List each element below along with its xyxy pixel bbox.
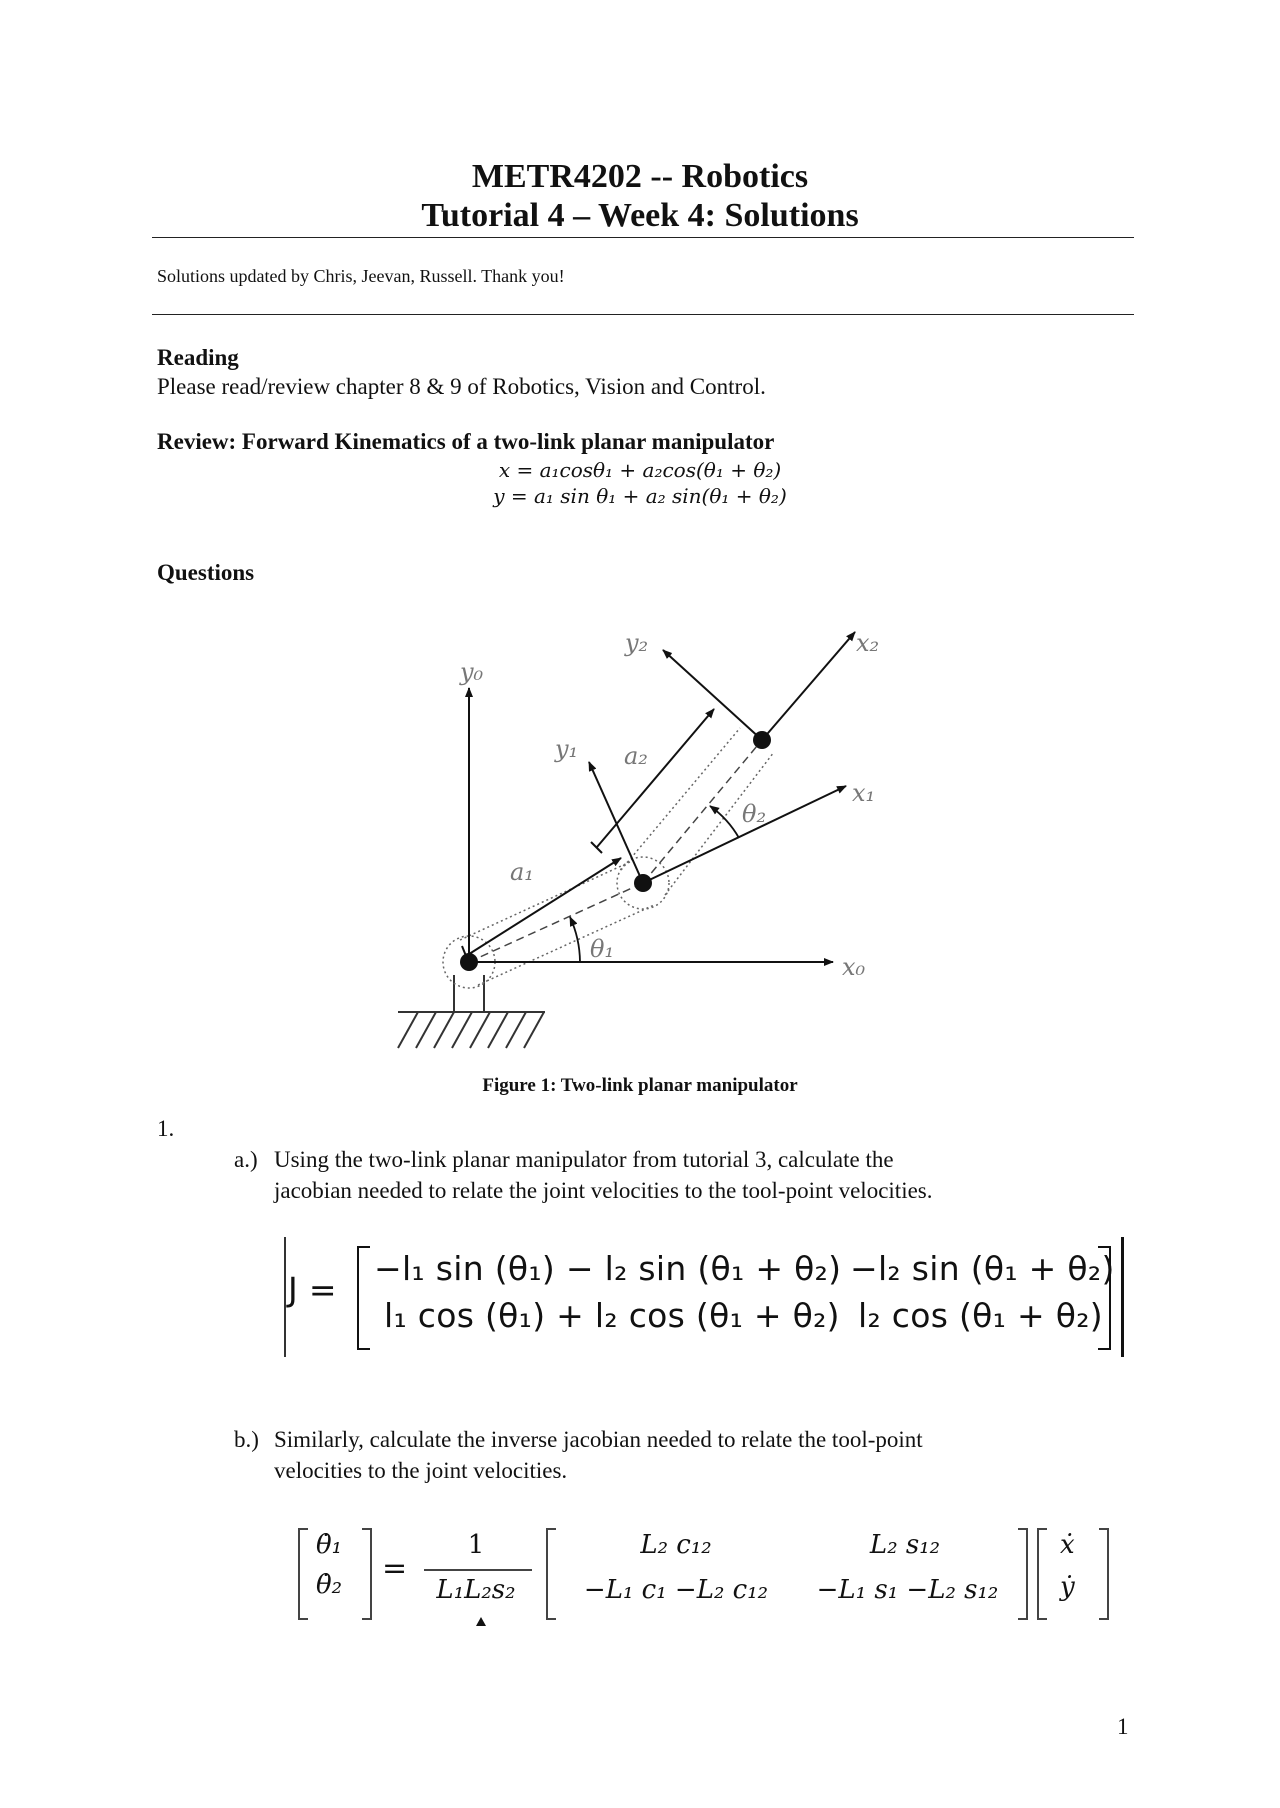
questions-heading: Questions: [157, 560, 255, 585]
jacobian-m11: −l₁ sin (θ₁) − l₂ sin (θ₁ + θ₂): [374, 1249, 842, 1288]
jacobian-left-bracket: [357, 1246, 370, 1350]
label-y1: y₁: [555, 735, 579, 763]
label-theta2: θ₂: [742, 800, 767, 828]
label-y0: y₀: [460, 658, 484, 686]
fraction-denominator: L₁L₂s₂: [436, 1575, 516, 1605]
jacobian-right-rule: [1121, 1237, 1124, 1357]
jacobian-m22: l₂ cos (θ₁ + θ₂): [858, 1296, 1103, 1335]
cursor-marker: [476, 1617, 486, 1626]
page-number: 1: [1117, 1714, 1129, 1739]
jacobian-left-rule: [284, 1237, 286, 1357]
joint1: [460, 953, 478, 971]
reading-heading: Reading: [157, 345, 239, 370]
inverse-equals: =: [382, 1551, 408, 1586]
jacobian-m21: l₁ cos (θ₁) + l₂ cos (θ₁ + θ₂): [384, 1296, 840, 1335]
inverse-m11: L₂ c₁₂: [640, 1530, 712, 1560]
theta2-arc: [710, 806, 739, 838]
velocity-right-bracket: [1099, 1528, 1109, 1620]
theta-vector-left-bracket: [298, 1528, 308, 1620]
part-b-label: b.): [234, 1427, 259, 1452]
document-title: METR4202 -- Robotics: [471, 158, 809, 195]
y1-axis: [589, 762, 643, 883]
part-b-line1: Similarly, calculate the inverse jacobian needed to relate the tool-point: [274, 1427, 923, 1452]
label-a1: a₁: [510, 858, 534, 886]
y-dot: ẏ: [1060, 1572, 1075, 1602]
label-theta1: θ₁: [590, 935, 615, 963]
inverse-m22: −L₁ s₁ −L₂ s₁₂: [816, 1575, 999, 1605]
jacobian-m12: −l₂ sin (θ₁ + θ₂): [850, 1249, 1115, 1288]
reading-text: Please read/review chapter 8 & 9 of Robotics, Vision and Control.: [157, 374, 766, 399]
velocity-left-bracket: [1037, 1528, 1047, 1620]
link1-outline-bottom: [478, 905, 654, 985]
label-x2: x₂: [856, 629, 880, 657]
jacobian-lhs: J =: [288, 1270, 337, 1309]
x2-axis: [762, 632, 855, 740]
label-a2: a₂: [624, 742, 648, 770]
label-y2: y₂: [625, 629, 649, 657]
a2-dimension-arrow: [597, 709, 714, 847]
inverse-m21: −L₁ c₁ −L₂ c₁₂: [583, 1575, 769, 1605]
label-x1: x₁: [852, 779, 876, 807]
part-b-line2: velocities to the joint velocities.: [274, 1458, 568, 1483]
document-subtitle: Tutorial 4 – Week 4: Solutions: [421, 197, 859, 234]
header-rule: [152, 237, 1134, 238]
ground-hatch: [398, 1012, 545, 1048]
fraction-bar: [424, 1569, 532, 1571]
fraction-numerator: 1: [467, 1530, 485, 1560]
credits-text: Solutions updated by Chris, Jeevan, Russell. Thank you!: [157, 266, 565, 286]
credits-rule: [152, 314, 1134, 315]
end-effector: [753, 731, 771, 749]
theta2-dot: θ̇₂: [316, 1570, 343, 1600]
part-a-line2: jacobian needed to relate the joint velocities to the tool-point velocities.: [274, 1178, 933, 1203]
inverse-m12: L₂ s₁₂: [869, 1530, 941, 1560]
theta1-dot: θ̇₁: [316, 1530, 343, 1560]
figure-caption: Figure 1: Two-link planar manipulator: [482, 1075, 798, 1096]
question-number: 1.: [157, 1116, 175, 1141]
part-a-label: a.): [234, 1147, 258, 1172]
inverse-right-bracket: [1018, 1528, 1028, 1620]
inverse-left-bracket: [546, 1528, 556, 1620]
theta-vector-right-bracket: [362, 1528, 372, 1620]
forward-kinematics-y-equation: y = a₁ sin θ₁ + a₂ sin(θ₁ + θ₂): [493, 484, 787, 508]
label-x0: x₀: [842, 953, 866, 981]
part-a-line1: Using the two-link planar manipulator from tutorial 3, calculate the: [274, 1147, 894, 1172]
x-dot: ẋ: [1060, 1530, 1075, 1560]
y2-axis: [663, 650, 762, 740]
forward-kinematics-x-equation: x = a₁cosθ₁ + a₂cos(θ₁ + θ₂): [498, 458, 782, 482]
review-heading: Review: Forward Kinematics of a two-link planar manipulator: [157, 429, 775, 454]
joint2: [634, 874, 652, 892]
manipulator-diagram: [380, 620, 920, 1060]
